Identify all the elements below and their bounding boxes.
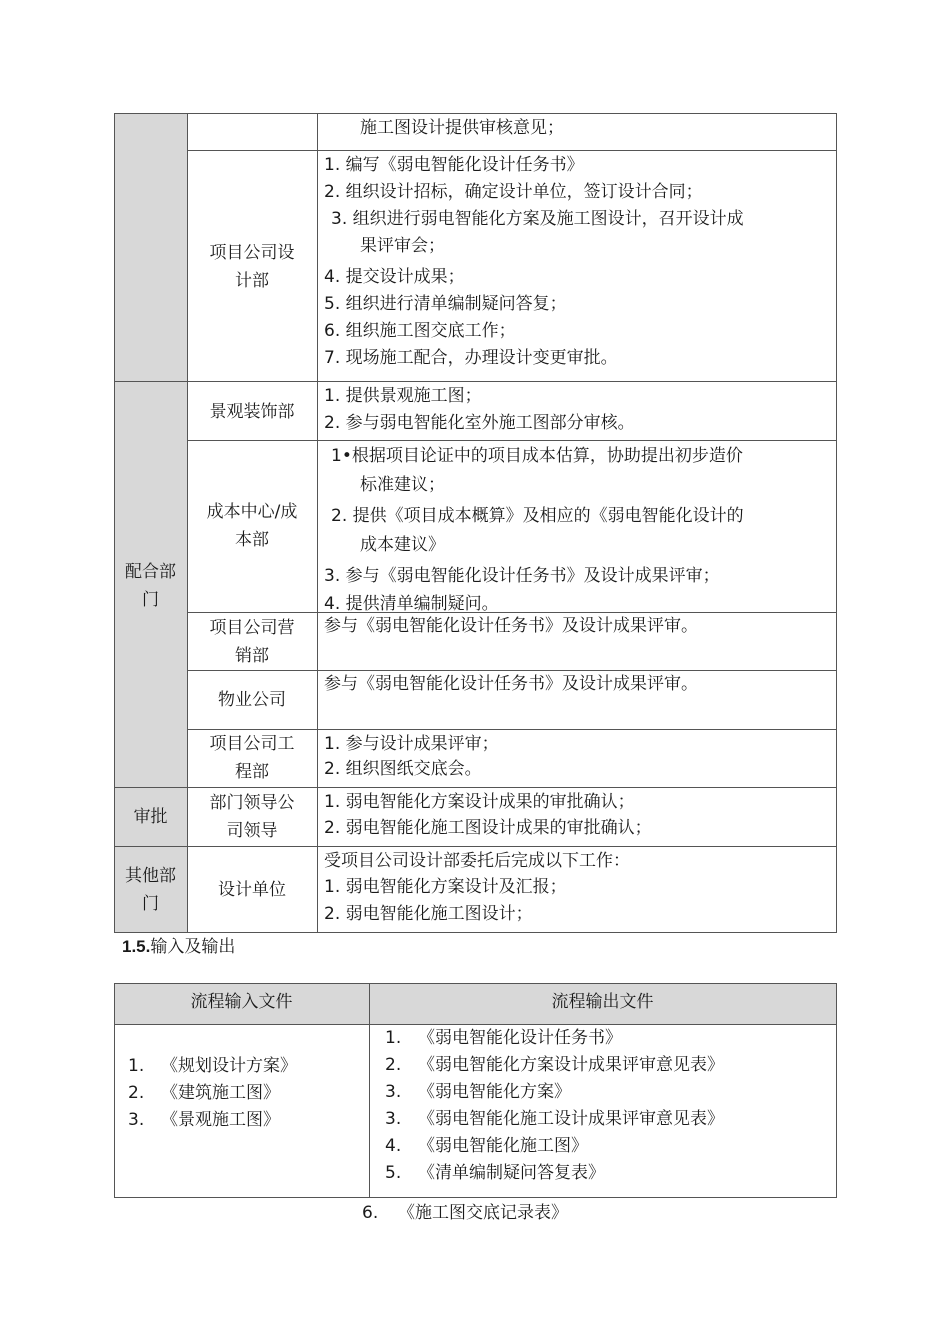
- output-item: 《弱电智能化方案设计成果评审意见表》: [418, 1055, 724, 1075]
- duty-line: 果评审会；: [360, 236, 445, 256]
- dept-label-wuye: 物业公司: [218, 690, 286, 710]
- group-label-qita: 其他部 门: [125, 866, 176, 914]
- output-item: 《弱电智能化施工图》: [418, 1136, 588, 1156]
- section-heading: 1.5.输入及输出: [122, 937, 236, 957]
- duty-line: 参与《弱电智能化设计任务书》及设计成果评审。: [324, 616, 698, 636]
- input-num: 2.: [128, 1083, 145, 1103]
- duty-line: 施工图设计提供审核意见；: [360, 118, 564, 138]
- duty-line: 1. 弱电智能化方案设计及汇报；: [324, 877, 567, 897]
- output-num: 3.: [385, 1082, 402, 1102]
- duty-line: 1•根据项目论证中的项目成本估算，协助提出初步造价: [331, 446, 743, 466]
- duty-line: 4. 提交设计成果；: [324, 267, 465, 287]
- output-num: 3.: [385, 1109, 402, 1129]
- io-input-header: 流程输入文件: [190, 992, 293, 1012]
- output-item: 《弱电智能化施工设计成果评审意见表》: [418, 1109, 724, 1129]
- duty-line: 2. 组织图纸交底会。: [324, 759, 482, 779]
- output-num: 2.: [385, 1055, 402, 1075]
- duty-line: 1. 编写《弱电智能化设计任务书》: [324, 155, 584, 175]
- duty-line: 6. 组织施工图交底工作；: [324, 321, 516, 341]
- duty-line: 3. 组织进行弱电智能化方案及施工图设计，召开设计成: [331, 209, 744, 229]
- duty-line: 成本建议》: [360, 535, 445, 555]
- duty-line: 受项目公司设计部委托后完成以下工作：: [324, 851, 630, 871]
- dept-label-gongcheng: 项目公司工 程部: [209, 734, 295, 782]
- input-item: 《建筑施工图》: [161, 1083, 280, 1103]
- input-num: 3.: [128, 1110, 145, 1130]
- dept-label-jingguan: 景观装饰部: [209, 402, 295, 422]
- duty-line: 4. 提供清单编制疑问。: [324, 594, 499, 611]
- dept-label-lingdao: 部门领导公 司领导: [209, 793, 295, 841]
- dept-label-sheji: 项目公司设 计部: [209, 243, 295, 291]
- dept-label-yingxiao: 项目公司营 销部: [209, 618, 295, 666]
- duty-line: 2. 参与弱电智能化室外施工图部分审核。: [324, 413, 635, 433]
- duty-line: 1. 参与设计成果评审；: [324, 734, 499, 754]
- duty-line: 7. 现场施工配合，办理设计变更审批。: [324, 348, 618, 368]
- duty-line: 参与《弱电智能化设计任务书》及设计成果评审。: [324, 674, 698, 694]
- input-item: 《景观施工图》: [161, 1110, 280, 1130]
- dept-label-chengben: 成本中心/成 本部: [206, 502, 298, 550]
- duty-line: 2. 弱电智能化施工图设计成果的审批确认；: [324, 818, 652, 838]
- dept-label-danwei: 设计单位: [218, 880, 286, 900]
- duty-line: 5. 组织进行清单编制疑问答复；: [324, 294, 567, 314]
- duty-line: 标准建议；: [360, 475, 445, 495]
- output-item: 《清单编制疑问答复表》: [418, 1163, 605, 1183]
- output-num: 6.: [362, 1203, 379, 1223]
- output-item-overflow: 《施工图交底记录表》: [398, 1203, 568, 1223]
- input-item: 《规划设计方案》: [161, 1056, 297, 1076]
- io-output-header: 流程输出文件: [551, 992, 654, 1012]
- group-label-shenpi: 审批: [133, 807, 168, 827]
- output-num: 1.: [385, 1028, 402, 1048]
- duty-line: 1. 弱电智能化方案设计成果的审批确认；: [324, 792, 635, 812]
- duty-line: 2. 弱电智能化施工图设计；: [324, 904, 533, 924]
- duty-line: 3. 参与《弱电智能化设计任务书》及设计成果评审；: [324, 566, 720, 586]
- duty-line: 1. 提供景观施工图；: [324, 386, 482, 406]
- duty-line: 2. 提供《项目成本概算》及相应的《弱电智能化设计的: [331, 506, 744, 526]
- input-num: 1.: [128, 1056, 145, 1076]
- output-item: 《弱电智能化设计任务书》: [418, 1028, 622, 1048]
- group-label-peihe: 配合部 门: [125, 562, 176, 610]
- output-num: 4.: [385, 1136, 402, 1156]
- output-item: 《弱电智能化方案》: [418, 1082, 571, 1102]
- output-num: 5.: [385, 1163, 402, 1183]
- duty-line: 2. 组织设计招标，确定设计单位，签订设计合同；: [324, 182, 703, 202]
